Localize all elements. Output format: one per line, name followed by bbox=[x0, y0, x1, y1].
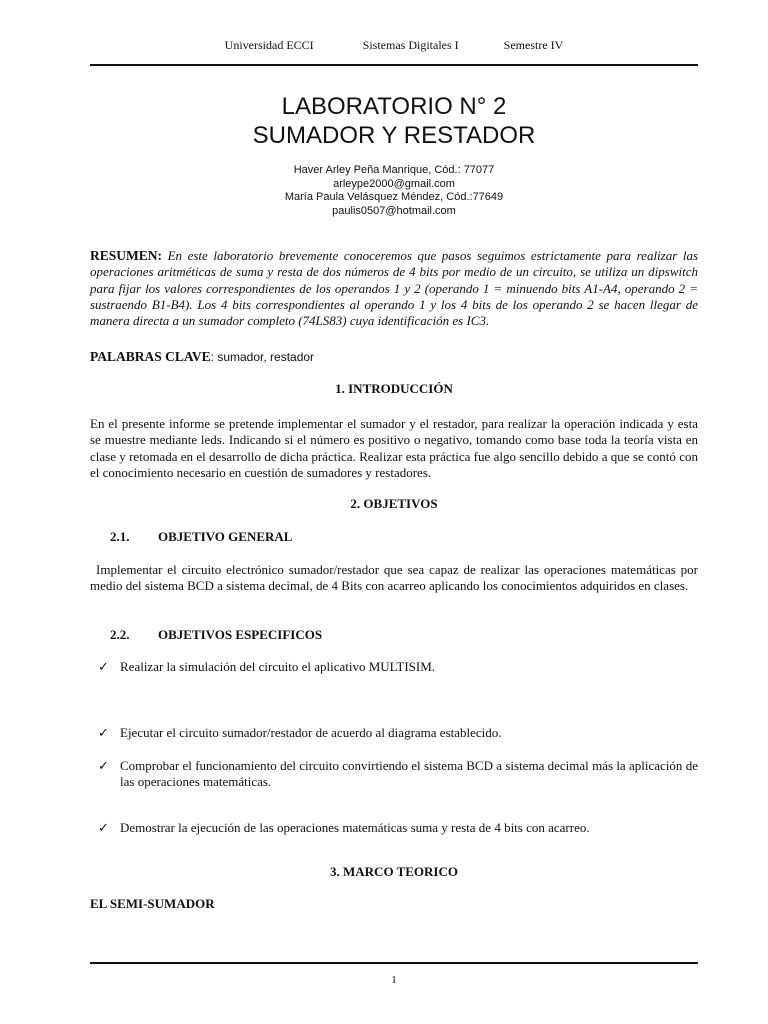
checkmark-icon: ✓ bbox=[98, 820, 109, 835]
document-title bbox=[90, 92, 698, 150]
subsection-title: OBJETIVOS ESPECIFICOS bbox=[158, 627, 323, 642]
footer-rule bbox=[90, 962, 698, 964]
subsection-number: 2.2. bbox=[110, 627, 130, 642]
checkmark-icon: ✓ bbox=[98, 725, 109, 740]
keywords-value: : sumador, restador bbox=[210, 350, 315, 364]
subsection-specific-objectives bbox=[110, 627, 322, 643]
author-1: Haver Arley Peña Manrique, Cód.: 77077 bbox=[293, 164, 495, 176]
header-rule bbox=[90, 64, 698, 66]
abstract-label: RESUMEN: bbox=[90, 248, 163, 263]
subsection-number: 2.1. bbox=[110, 529, 130, 544]
list-item-text: Ejecutar el circuito sumador/restador de acuerdo al diagrama establecido. bbox=[120, 725, 502, 740]
list-item bbox=[98, 725, 698, 741]
subsection-general-objective bbox=[110, 529, 292, 545]
list-item bbox=[98, 659, 698, 675]
abstract bbox=[90, 248, 698, 329]
list-item-text: Realizar la simulación del circuito el aplicativo MULTISIM. bbox=[120, 659, 436, 674]
header-university: Universidad ECCI bbox=[224, 38, 314, 52]
authors-block bbox=[90, 164, 698, 218]
title-line-2: SUMADOR Y RESTADOR bbox=[252, 122, 536, 149]
header-semester: Semestre IV bbox=[503, 38, 564, 52]
intro-paragraph: En el presente informe se pretende implementar el sumador y el restador, para realizar la operación indicada y esta se muestre mediante leds. Indicando si el número es positivo o negativo, tomando como base toda la teoría vista en clase y retomada en el desarrollo de dicha práctica. Realizar esta práctica fue algo sencillo debido a que se contó con el conocimiento necesario en cuestión de sumadores y restadores. bbox=[90, 416, 698, 480]
author-1-email: arleype2000@gmail.com bbox=[333, 177, 455, 190]
section-heading-objectives: 2. OBJETIVOS bbox=[350, 496, 438, 511]
theory-subheading: EL SEMI-SUMADOR bbox=[90, 896, 215, 911]
general-objective-paragraph: Implementar el circuito electrónico sumador/restador que sea capaz de realizar las operaciones matemáticas por medio del sistema BCD a sistema decimal, de 4 Bits con acarreo aplicando los conocimientos adquiridos en clases. bbox=[90, 562, 698, 594]
author-2: María Paula Velásquez Méndez, Cód.:77649 bbox=[284, 191, 504, 204]
page-number: 1 bbox=[391, 974, 397, 986]
list-item-text: Demostrar la ejecución de las operaciones matemáticas suma y resta de 4 bits con acarreo. bbox=[120, 820, 590, 835]
keywords-label: PALABRAS CLAVE bbox=[90, 349, 211, 364]
checkmark-icon: ✓ bbox=[98, 659, 109, 674]
section-heading-intro: 1. INTRODUCCIÓN bbox=[335, 381, 453, 396]
checkmark-icon: ✓ bbox=[98, 758, 109, 773]
author-2-email: paulis0507@hotmail.com bbox=[332, 204, 456, 217]
page-header bbox=[90, 38, 698, 53]
section-heading-theory: 3. MARCO TEORICO bbox=[330, 864, 458, 879]
list-item bbox=[98, 758, 698, 791]
subsection-title: OBJETIVO GENERAL bbox=[158, 529, 293, 544]
title-line-1: LABORATORIO N° 2 bbox=[281, 93, 507, 120]
list-item bbox=[98, 820, 698, 836]
abstract-text: En este laboratorio brevemente conoceremos que pasos seguimos estrictamente para realizar las operaciones aritméticas de suma y resta de dos números de 4 bits por medio de un circuito, se utiliza un dipswitch para fijar los valores correspondientes de los operandos 1 y 2 (operando 1 = minuendo bits A1-A4, operando 2 = sustraendo B1-B4). Los 4 bits correspondientes al operando 1 y los 4 bits de los operando 2 se hacen llegar de manera directa a un sumador completo (74LS83) cuya identificación es IC3. bbox=[90, 248, 699, 329]
keywords bbox=[90, 349, 698, 365]
header-course: Sistemas Digitales I bbox=[362, 38, 459, 52]
list-item-text: Comprobar el funcionamiento del circuito convirtiendo el sistema BCD a sistema decimal más la aplicación de las operaciones matemáticas. bbox=[120, 758, 698, 790]
